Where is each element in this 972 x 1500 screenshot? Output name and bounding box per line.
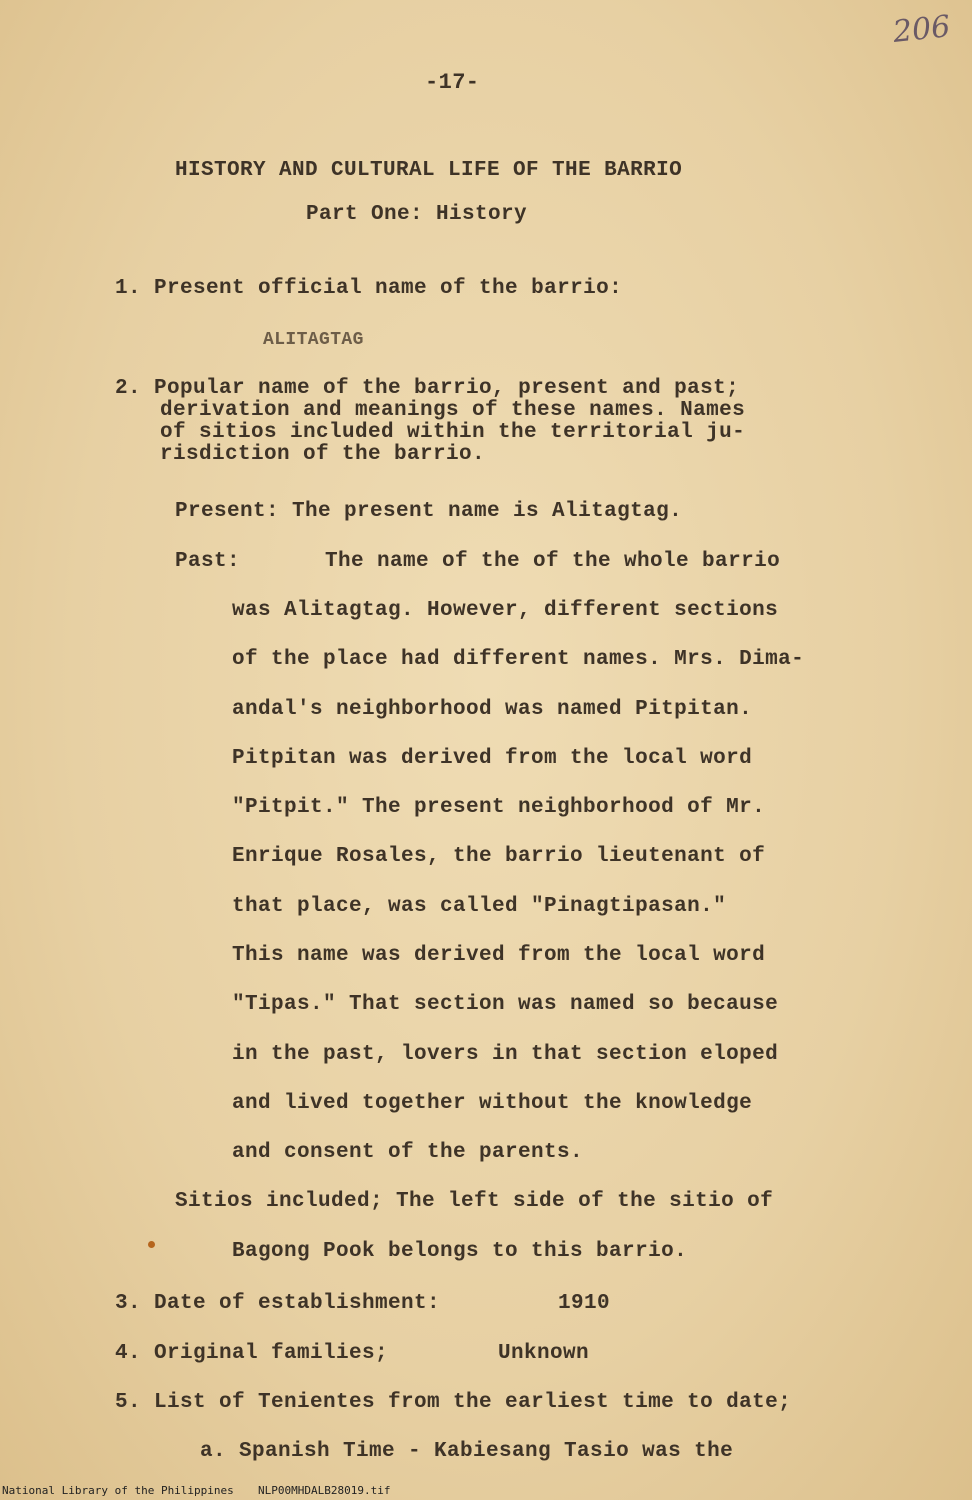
item-2-question-line: derivation and meanings of these names. Names	[160, 399, 746, 422]
item-2-past-text: of the place had different names. Mrs. Dima-	[232, 648, 805, 671]
item-5-question: 5. List of Tenientes from the earliest time to date;	[115, 1391, 792, 1414]
item-2-past-text: and consent of the parents.	[232, 1141, 584, 1164]
item-2-past-text: "Tipas." That section was named so because	[232, 993, 779, 1016]
item-1-question: 1. Present official name of the barrio:	[115, 277, 623, 300]
item-5-sub-a: a. Spanish Time - Kabiesang Tasio was the	[200, 1440, 734, 1463]
item-4-label: 4. Original families;	[115, 1342, 389, 1365]
item-3-value: 1910	[558, 1292, 611, 1315]
page-label: -17-	[425, 70, 480, 95]
item-2-past-text: "Pitpit." The present neighborhood of Mr.	[232, 796, 766, 819]
item-2-question-line: 2. Popular name of the barrio, present and past;	[115, 377, 740, 400]
item-2-past-text: was Alitagtag. However, different sections	[232, 599, 779, 622]
item-1-answer: ALITAGTAG	[263, 330, 364, 350]
section-subtitle: Part One: History	[306, 203, 528, 226]
item-2-past-text: that place, was called "Pinagtipasan."	[232, 895, 727, 918]
item-4-value: Unknown	[498, 1342, 590, 1365]
item-2-past-text: andal's neighborhood was named Pitpitan.	[232, 698, 753, 721]
item-2-past-text: in the past, lovers in that section eloped	[232, 1043, 779, 1066]
item-2-past-text: This name was derived from the local word	[232, 944, 766, 967]
item-2-present: Present: The present name is Alitagtag.	[175, 500, 683, 523]
handwritten-page-number: 206	[891, 9, 952, 50]
item-2-past-text: and lived together without the knowledge	[232, 1092, 753, 1115]
item-2-past-text: The name of the of the whole barrio	[325, 550, 781, 573]
item-3-label: 3. Date of establishment:	[115, 1292, 441, 1315]
item-2-past-label: Past:	[175, 550, 241, 573]
item-2-sitios: Sitios included; The left side of the sitio of	[175, 1190, 774, 1213]
footer-library: National Library of the Philippines	[2, 1484, 234, 1497]
item-2-question-line: of sitios included within the territorial ju-	[160, 421, 746, 444]
document-title: HISTORY AND CULTURAL LIFE OF THE BARRIO	[175, 159, 683, 182]
footer-filename: NLP00MHDALB28019.tif	[258, 1484, 391, 1497]
stain-mark	[148, 1241, 155, 1248]
item-2-past-text: Enrique Rosales, the barrio lieutenant of	[232, 845, 766, 868]
item-2-past-text: Pitpitan was derived from the local word	[232, 747, 753, 770]
item-2-sitios-continued: Bagong Pook belongs to this barrio.	[232, 1240, 688, 1263]
item-2-question-line: risdiction of the barrio.	[160, 443, 486, 466]
